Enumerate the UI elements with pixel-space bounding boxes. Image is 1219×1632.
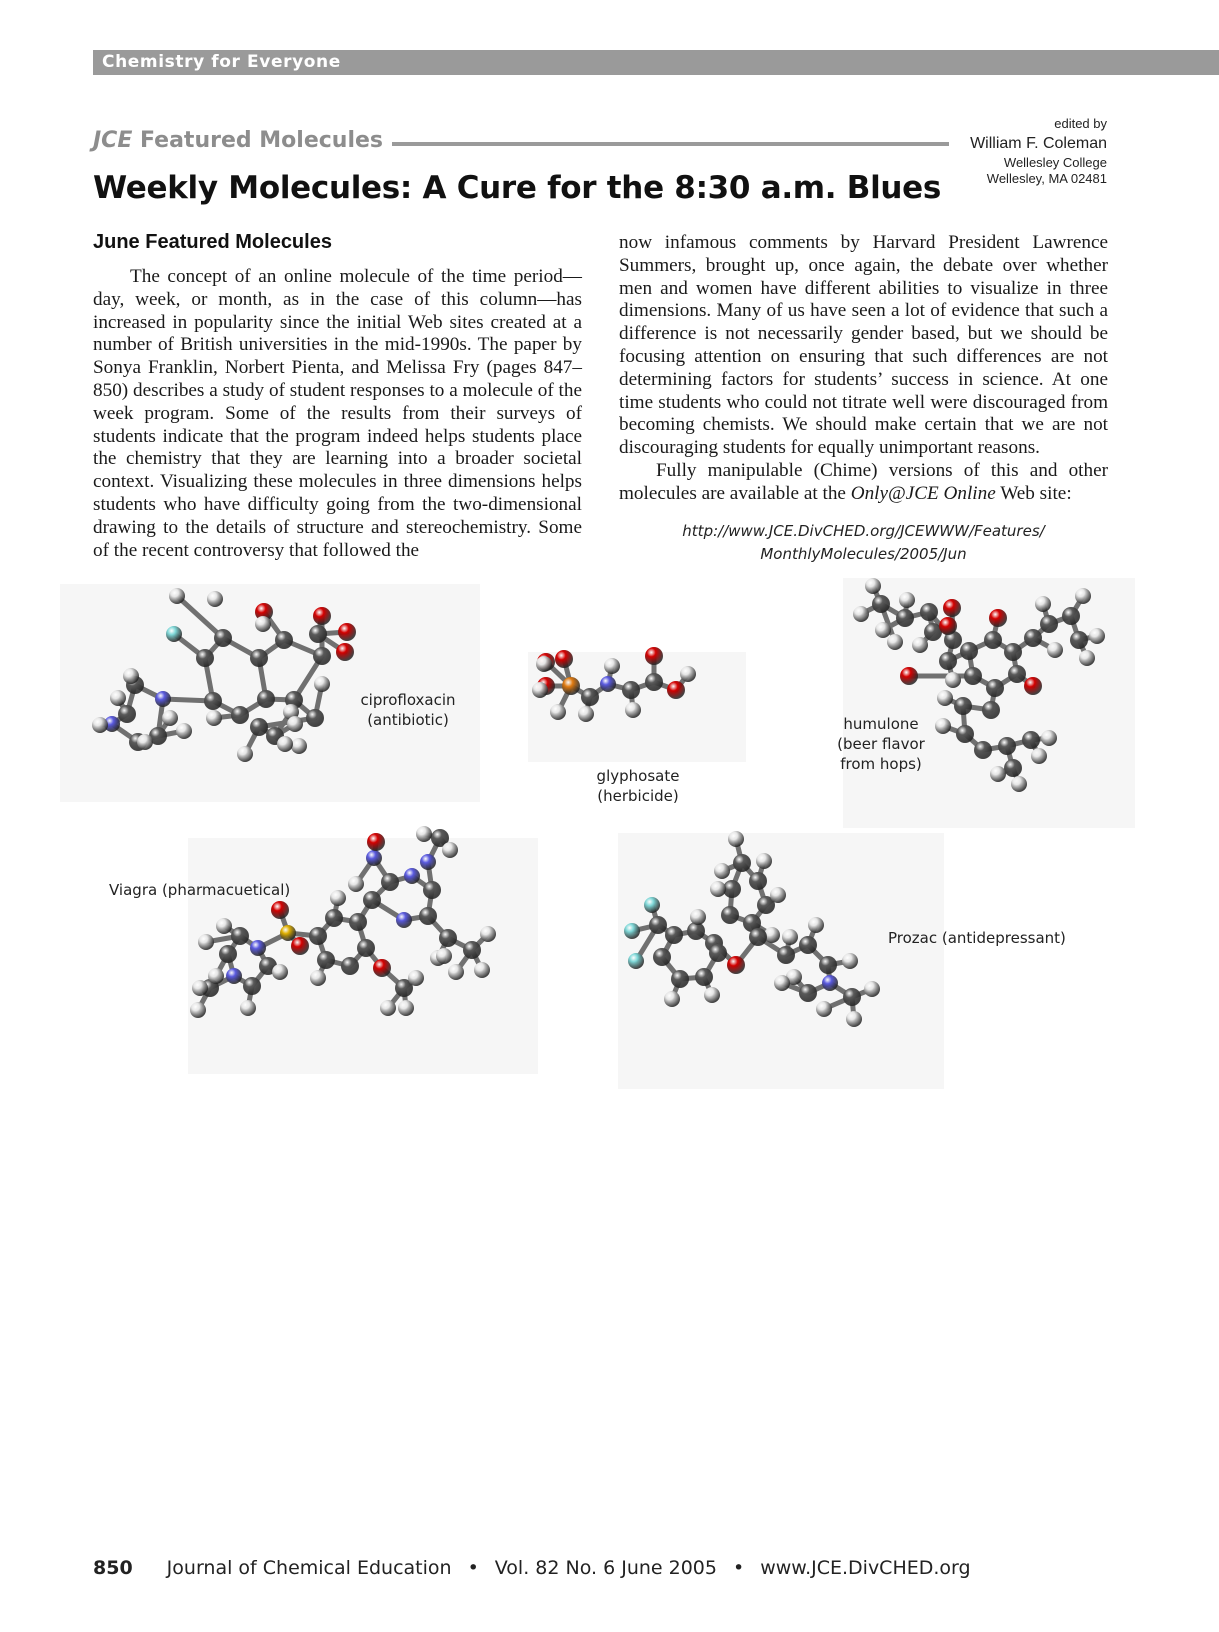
carbon-atom: [243, 977, 261, 995]
oxygen-atom: [291, 937, 309, 955]
hydrogen-atom: [728, 831, 744, 847]
oxygen-atom: [900, 667, 918, 685]
hydrogen-atom: [110, 690, 126, 706]
hydrogen-atom: [710, 881, 726, 897]
hydrogen-atom: [853, 606, 869, 622]
carbon-atom: [645, 673, 663, 691]
oxygen-atom: [1024, 677, 1042, 695]
carbon-atom: [974, 741, 992, 759]
fluorine-atom: [624, 923, 640, 939]
carbon-atom: [998, 737, 1016, 755]
carbon-atom: [799, 984, 817, 1002]
carbon-atom: [982, 701, 1000, 719]
humulone-use-1: (beer flavor: [837, 735, 925, 753]
hydrogen-atom: [625, 702, 641, 718]
hydrogen-atom: [536, 656, 552, 672]
journal-name: Journal of Chemical Education: [166, 1557, 452, 1579]
editor-name: William F. Coleman: [970, 135, 1107, 152]
hydrogen-atom: [207, 591, 223, 607]
hydrogen-atom: [912, 637, 928, 653]
oxygen-atom: [645, 647, 663, 665]
column-heading: [93, 128, 383, 153]
carbon-atom: [325, 909, 343, 927]
carbon-atom: [954, 697, 972, 715]
ciprofloxacin-label: [348, 690, 468, 730]
carbon-atom: [1008, 665, 1026, 683]
page-title: Weekly Molecules: A Cure for the 8:30 a.m. Blues: [93, 170, 942, 206]
hydrogen-atom: [1035, 596, 1051, 612]
carbon-atom: [960, 642, 978, 660]
footer-bullet: •: [732, 1557, 745, 1579]
carbon-atom: [843, 988, 861, 1006]
footer-website[interactable]: www.JCE.DivCHED.org: [760, 1557, 971, 1579]
carbon-atom: [1070, 631, 1088, 649]
hydrogen-atom: [330, 890, 346, 906]
carbon-atom: [1004, 643, 1022, 661]
hydrogen-atom: [864, 981, 880, 997]
editor-block: [970, 115, 1107, 187]
nitrogen-atom: [404, 868, 420, 884]
hydrogen-atom: [1047, 642, 1063, 658]
hydrogen-atom: [550, 704, 566, 720]
viagra-model: [188, 838, 538, 1074]
hydrogen-atom: [846, 1011, 862, 1027]
oxygen-atom: [555, 650, 573, 668]
carbon-atom: [419, 907, 437, 925]
hydrogen-atom: [314, 676, 330, 692]
carbon-atom: [777, 946, 795, 964]
hydrogen-atom: [690, 909, 706, 925]
hydrogen-atom: [756, 853, 772, 869]
carbon-atom: [939, 652, 957, 670]
prozac-name: Prozac (antidepressant): [888, 929, 1066, 947]
nitrogen-atom: [396, 912, 412, 928]
hydrogen-atom: [808, 917, 824, 933]
oxygen-atom: [313, 607, 331, 625]
hydrogen-atom: [255, 616, 271, 632]
carbon-atom: [665, 926, 683, 944]
prozac-label: [888, 928, 1066, 948]
carbon-atom: [984, 631, 1002, 649]
carbon-atom: [581, 688, 599, 706]
nitrogen-atom: [600, 676, 616, 692]
carbon-atom: [219, 945, 237, 963]
carbon-atom: [214, 629, 232, 647]
hydrogen-atom: [1011, 776, 1027, 792]
oxygen-atom: [271, 901, 289, 919]
carbon-atom: [920, 603, 938, 621]
carbon-atom: [896, 609, 914, 627]
carbon-atom: [1062, 607, 1080, 625]
carbon-atom: [204, 692, 222, 710]
hydrogen-atom: [1079, 650, 1095, 666]
oxygen-atom: [338, 623, 356, 641]
nitrogen-atom: [226, 968, 242, 984]
carbon-atom: [250, 649, 268, 667]
oxygen-atom: [939, 617, 957, 635]
hydrogen-atom: [1075, 588, 1091, 604]
hydrogen-atom: [123, 668, 139, 684]
carbon-atom: [1040, 615, 1058, 633]
heading-rule: [392, 142, 949, 146]
carbon-atom: [317, 951, 335, 969]
hydrogen-atom: [937, 690, 953, 706]
url-line-1[interactable]: http://www.JCE.DivCHED.org/JCEWWW/Features/: [682, 522, 1045, 540]
hydrogen-atom: [1089, 628, 1105, 644]
hydrogen-atom: [169, 588, 185, 604]
hydrogen-atom: [190, 1002, 206, 1018]
hydrogen-atom: [272, 964, 288, 980]
carbon-atom: [196, 649, 214, 667]
hydrogen-atom: [899, 592, 915, 608]
oxygen-atom: [943, 599, 961, 617]
oxygen-atom: [373, 959, 391, 977]
hydrogen-atom: [198, 934, 214, 950]
nitrogen-atom: [420, 854, 436, 870]
oxygen-atom: [667, 681, 685, 699]
hydrogen-atom: [436, 948, 452, 964]
hydrogen-atom: [206, 710, 222, 726]
edited-by-label: edited by: [1054, 116, 1107, 131]
hydrogen-atom: [348, 876, 364, 892]
carbon-atom: [964, 667, 982, 685]
carbon-atom: [956, 725, 974, 743]
hydrogen-atom: [92, 717, 108, 733]
carbon-atom: [341, 957, 359, 975]
paragraph-1-cont: now infamous comments by Harvard President Lawrence Summers, brought up, once again, the debate over whether men and women have different abilities to visualize in three dimensions. Many of us have seen a lot of evidence that such a difference is not necessarily gender based, but we should be focusing attention on ensuring that such differences are not determining factors for students’ success in science. At one time students who could not titrate well were discouraged from becoming chemists. We should make certain that we are not discouraging students for equally unimportant reasons.: [619, 232, 1108, 459]
nitrogen-atom: [155, 691, 171, 707]
page-footer: [93, 1557, 971, 1579]
humulone-model: [843, 578, 1135, 828]
carbon-atom: [231, 706, 249, 724]
oxygen-atom: [989, 609, 1007, 627]
carbon-atom: [986, 679, 1004, 697]
prozac-model: [618, 833, 944, 1089]
viagra-name: Viagra (pharmacuetical): [109, 881, 291, 899]
hydrogen-atom: [714, 863, 730, 879]
carbon-atom: [357, 939, 375, 957]
hydrogen-atom: [990, 766, 1006, 782]
fluorine-atom: [166, 626, 182, 642]
carbon-atom: [749, 928, 767, 946]
hydrogen-atom: [162, 710, 178, 726]
fluorine-atom: [628, 953, 644, 969]
hydrogen-atom: [1031, 748, 1047, 764]
carbon-atom: [695, 968, 713, 986]
web-url[interactable]: [619, 520, 1108, 566]
hydrogen-atom: [474, 962, 490, 978]
fluorine-atom: [644, 897, 660, 913]
hydrogen-atom: [448, 964, 464, 980]
ciprofloxacin-use: (antibiotic): [367, 711, 449, 729]
hydrogen-atom: [680, 666, 696, 682]
online-site-name: Only@JCE Online: [850, 482, 996, 504]
carbon-atom: [799, 936, 817, 954]
hydrogen-atom: [216, 918, 232, 934]
viagra-label: [109, 880, 290, 900]
carbon-atom: [250, 718, 268, 736]
hydrogen-atom: [704, 987, 720, 1003]
hydrogen-atom: [291, 738, 307, 754]
carbon-atom: [649, 916, 667, 934]
phosphorus-atom: [562, 677, 580, 695]
hydrogen-atom: [176, 723, 192, 739]
hydrogen-atom: [774, 975, 790, 991]
hydrogen-atom: [887, 634, 903, 650]
hydrogen-atom: [416, 826, 432, 842]
carbon-atom: [439, 929, 457, 947]
paragraph-2-end: Web site:: [995, 482, 1072, 504]
nitrogen-atom: [250, 940, 266, 956]
hydrogen-atom: [442, 842, 458, 858]
ciprofloxacin-name: ciprofloxacin: [360, 691, 456, 709]
hydrogen-atom: [782, 929, 798, 945]
carbon-atom: [1004, 759, 1022, 777]
glyphosate-name: glyphosate: [596, 767, 680, 785]
hydrogen-atom: [842, 953, 858, 969]
hydrogen-atom: [865, 578, 881, 594]
hydrogen-atom: [532, 682, 548, 698]
footer-bullet: •: [467, 1557, 479, 1579]
hydrogen-atom: [398, 1000, 414, 1016]
humulone-use-2: from hops): [840, 755, 922, 773]
hydrogen-atom: [816, 1001, 832, 1017]
carbon-atom: [231, 927, 249, 945]
carbon-atom: [306, 709, 324, 727]
carbon-atom: [463, 941, 481, 959]
carbon-atom: [275, 631, 293, 649]
carbon-atom: [349, 913, 367, 931]
url-line-2[interactable]: MonthlyMolecules/2005/Jun: [760, 545, 967, 563]
carbon-atom: [309, 625, 327, 643]
paragraph-2-start: Fully manipulable (Chime) versions of this and other molecules are available at the: [619, 459, 1108, 504]
hydrogen-atom: [604, 658, 620, 674]
hydrogen-atom: [578, 706, 594, 722]
hydrogen-atom: [380, 1000, 396, 1016]
section-banner: Chemistry for Everyone: [93, 50, 1219, 75]
carbon-atom: [423, 881, 441, 899]
hydrogen-atom: [310, 970, 326, 986]
editor-institution: Wellesley College: [1003, 155, 1107, 170]
paragraph-2: [619, 460, 1108, 506]
carbon-atom: [721, 906, 739, 924]
carbon-atom: [653, 948, 671, 966]
carbon-atom: [1022, 731, 1040, 749]
paragraph-1: The concept of an online molecule of the time period—day, week, or month, as in the case of this column—has increased in popularity since the initial Web sites created at a number of British universities in the mid-1990s. The paper by Sonya Franklin, Norbert Pienta, and Melissa Fry (pages 847–850) describes a study of student responses to a molecule of the week program. Some of the results from their surveys of students indicate that the program indeed helps students place the chemistry that they are learning into a broader societal context. Visualizing these molecules in three dimensions helps students who have difficulty going from the two-dimensional drawing to the details of structure and stereochemistry. Some of the recent controversy that followed the: [93, 266, 582, 561]
nitrogen-atom: [822, 975, 838, 991]
hydrogen-atom: [240, 1000, 256, 1016]
humulone-label: [826, 714, 936, 774]
oxygen-atom: [367, 833, 385, 851]
nitrogen-atom: [366, 850, 382, 866]
carbon-atom: [309, 927, 327, 945]
column-name: Featured Molecules: [132, 128, 384, 153]
column-right: [619, 232, 1108, 506]
sulfur-atom: [280, 925, 296, 941]
hydrogen-atom: [287, 716, 303, 732]
hydrogen-atom: [935, 718, 951, 734]
column-prefix: JCE: [93, 128, 133, 153]
carbon-atom: [313, 647, 331, 665]
column-left: [93, 266, 582, 562]
hydrogen-atom: [237, 746, 253, 762]
hydrogen-atom: [664, 991, 680, 1007]
carbon-atom: [257, 690, 275, 708]
hydrogen-atom: [192, 980, 208, 996]
oxygen-atom: [727, 956, 745, 974]
subhead: June Featured Molecules: [93, 231, 332, 253]
glyphosate-model: [528, 652, 746, 762]
carbon-atom: [118, 705, 136, 723]
hydrogen-atom: [875, 622, 891, 638]
hydrogen-atom: [277, 736, 293, 752]
hydrogen-atom: [1041, 730, 1057, 746]
volume-info: Vol. 82 No. 6 June 2005: [494, 1557, 717, 1579]
hydrogen-atom: [770, 887, 786, 903]
humulone-name: humulone: [843, 715, 919, 733]
glyphosate-label: [578, 766, 698, 806]
carbon-atom: [819, 956, 837, 974]
glyphosate-use: (herbicide): [597, 787, 679, 805]
hydrogen-atom: [945, 672, 961, 688]
hydrogen-atom: [137, 734, 153, 750]
carbon-atom: [363, 891, 381, 909]
hydrogen-atom: [208, 968, 224, 984]
carbon-atom: [709, 944, 727, 962]
hydrogen-atom: [408, 970, 424, 986]
carbon-atom: [1024, 629, 1042, 647]
page-number: 850: [93, 1557, 133, 1579]
oxygen-atom: [336, 643, 354, 661]
carbon-atom: [733, 854, 751, 872]
carbon-atom: [872, 595, 890, 613]
editor-location: Wellesley, MA 02481: [986, 171, 1107, 186]
carbon-atom: [622, 681, 640, 699]
carbon-atom: [749, 872, 767, 890]
carbon-atom: [381, 873, 399, 891]
hydrogen-atom: [480, 926, 496, 942]
carbon-atom: [671, 970, 689, 988]
